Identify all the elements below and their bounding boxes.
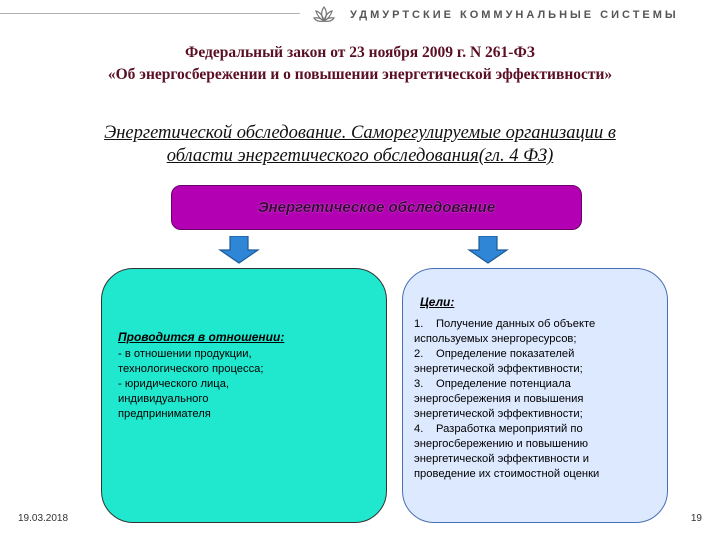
brand — [312, 4, 679, 26]
slide-number: 19 — [690, 513, 702, 524]
title-line-2: «Об энергосбережении и о повышении энергетической эффективности» — [107, 66, 613, 83]
applies-to-line: технологического процесса; — [118, 363, 264, 375]
down-arrow-right-icon — [467, 236, 509, 264]
applies-to-line: - в отношении продукции, — [118, 348, 252, 360]
goal-text: Определение показателей — [436, 348, 575, 360]
section-subtitle — [30, 122, 690, 168]
top-bar — [0, 0, 720, 28]
top-divider-line — [0, 13, 300, 14]
down-arrow-left-icon — [218, 236, 260, 264]
goals-content — [414, 295, 664, 482]
applies-to-line: предпринимателя — [118, 408, 211, 420]
goal-item — [414, 377, 664, 422]
header-box-label: Энергетическое обследование — [257, 199, 496, 216]
lotus-logo-icon — [312, 4, 336, 26]
goal-text: Получение данных об объекте — [436, 318, 596, 330]
slide-date: 19.03.2018 — [18, 513, 69, 524]
goal-text: Разработка мероприятий по — [436, 423, 583, 435]
goal-number: 2. — [414, 348, 424, 360]
goal-text: Определение потенциала — [436, 378, 571, 390]
goal-text: используемых энергоресурсов; — [414, 333, 577, 345]
goal-item — [414, 317, 664, 347]
applies-to-line: индивидуального — [118, 393, 209, 405]
goals-heading: Цели: — [420, 295, 455, 309]
goal-number: 4. — [414, 423, 424, 435]
title-line-1: Федеральный закон от 23 ноября 2009 г. N 261-ФЗ — [185, 44, 535, 61]
goal-text: проведение их стоимостной оценки — [414, 468, 600, 480]
energy-audit-header-box — [171, 185, 582, 230]
goal-text: энергетической эффективности; — [414, 408, 583, 420]
goal-item — [414, 347, 664, 377]
applies-to-line: - юридического лица, — [118, 378, 230, 390]
goal-text: энергетической эффективности; — [414, 363, 583, 375]
goal-number: 1. — [414, 318, 424, 330]
goal-item — [414, 422, 664, 482]
subtitle-line-2: области энергетического обследования(гл. 4 ФЗ) — [166, 146, 554, 166]
applies-to-content — [118, 330, 348, 422]
goal-number: 3. — [414, 378, 424, 390]
company-name: УДМУРТСКИЕ КОММУНАЛЬНЫЕ СИСТЕМЫ — [350, 9, 679, 21]
goal-text: энергосбережению и повышению — [414, 438, 589, 450]
goal-text: энергетической эффективности и — [414, 453, 590, 465]
goal-text: энергосбережения и повышения — [414, 393, 584, 405]
page-title — [20, 42, 700, 86]
applies-to-heading: Проводится в отношении: — [118, 330, 285, 344]
subtitle-line-1: Энергетической обследование. Саморегулируемые организации в — [104, 123, 616, 143]
